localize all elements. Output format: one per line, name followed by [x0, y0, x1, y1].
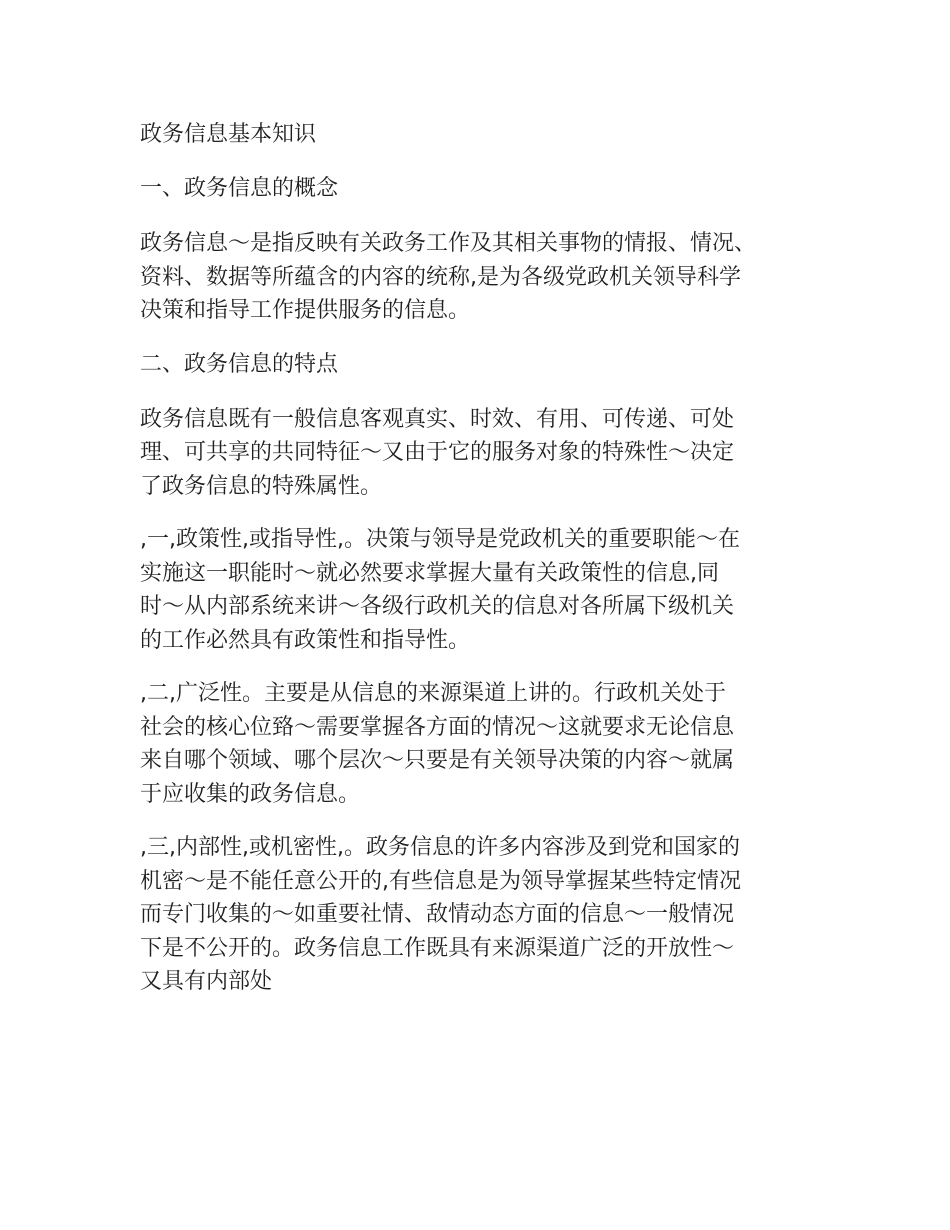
text-line: 来自哪个领域、哪个层次～只要是有关领导决策的内容～就属 [140, 748, 735, 773]
text-line: 理、可共享的共同特征～又由于它的服务对象的特殊性～决定 [140, 440, 735, 465]
text-line: 时～从内部系统来讲～各级行政机关的信息对各所属下级机关 [140, 594, 735, 619]
text-line: 下是不公开的。政务信息工作既具有来源渠道广泛的开放性～ [140, 935, 735, 961]
paragraph-confidentiality [140, 831, 810, 999]
text-line: 的工作必然具有政策性和指导性。 [140, 627, 471, 653]
text-line: 政务信息既有一般信息客观真实、时效、有用、可传递、可处 [140, 406, 735, 432]
text-line: 又具有内部处 [140, 969, 273, 994]
paragraph-features-intro [140, 403, 810, 504]
section-heading-concept: 一、政务信息的概念 [140, 176, 339, 201]
text-line: 而专门收集的～如重要社情、敌情动态方面的信息～一般情况 [140, 902, 735, 927]
document-title: 政务信息基本知识 [140, 122, 317, 147]
paragraph-breadth [140, 677, 810, 811]
text-line: 政务信息～是指反映有关政务工作及其相关事物的情报、情况、 [140, 231, 757, 256]
text-line: 资料、数据等所蕴含的内容的统称,是为各级党政机关领导科学 [140, 264, 741, 290]
paragraph-concept [140, 227, 810, 328]
text-line: 于应收集的政务信息。 [140, 781, 361, 807]
paragraph-policy [140, 523, 810, 657]
text-line: 实施这一职能时～就必然要求掌握大量有关政策性的信息,同 [140, 560, 719, 586]
text-line: 机密～是不能任意公开的,有些信息是为领导掌握某些特定情况 [140, 868, 741, 894]
document-page [140, 118, 810, 1019]
text-line: 了政务信息的特殊属性。 [140, 473, 383, 499]
text-line: ,三,内部性,或机密性,。政务信息的许多内容涉及到党和国家的 [140, 835, 740, 860]
text-line: 社会的核心位臵～需要掌握各方面的情况～这就要求无论信息 [140, 714, 735, 740]
text-line: ,一,政策性,或指导性,。决策与领导是党政机关的重要职能～在 [140, 527, 740, 552]
text-line: 决策和指导工作提供服务的信息。 [140, 298, 471, 323]
section-heading-features: 二、政务信息的特点 [140, 351, 339, 377]
text-line: ,二,广泛性。主要是从信息的来源渠道上讲的。行政机关处于 [140, 681, 726, 706]
